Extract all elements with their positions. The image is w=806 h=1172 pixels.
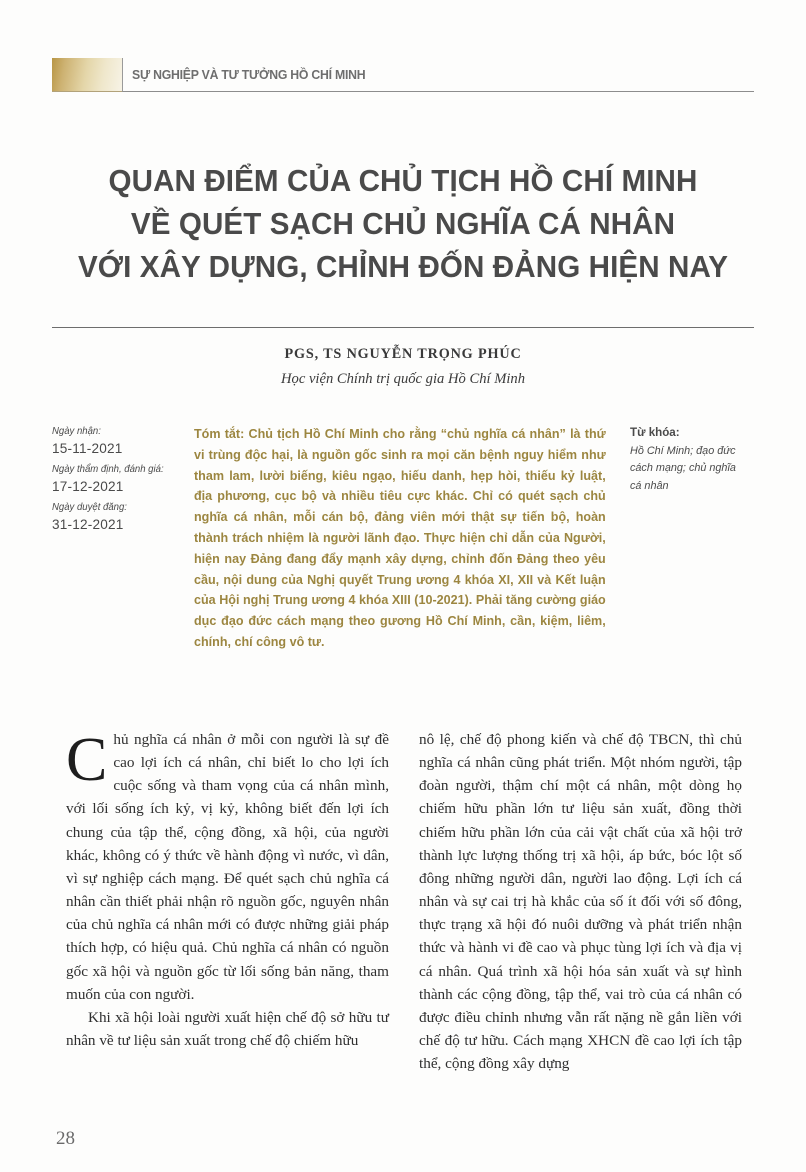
page-number: 28 [56,1128,75,1149]
keywords-block [630,424,754,495]
author-name: PGS, TS NGUYỄN TRỌNG PHÚC [284,346,522,362]
accepted-date-value: 31-12-2021 [52,517,124,532]
body-column-left [66,728,389,1075]
running-head-swatch [52,58,122,92]
received-date-label: Ngày nhận: [52,426,101,437]
running-head-bar [122,58,754,92]
body-paragraph-text: hủ nghĩa cá nhân ở mỗi con người là sự đề cao lợi ích cá nhân, chỉ biết lo cho lợi ích cuộc sống và tham vọng của cá nhân mình, với lối sống ích kỷ, vị kỷ, không biết đến lợi ích chung của tập thể, cộng đồng, xã hội, của người khác, không có ý thức về hành động vì nước, vì dân, vì sự nghiệp cách mạng. Để quét sạch chủ nghĩa cá nhân cần thiết phải nhận rõ nguồn gốc, nguyên nhân của chủ nghĩa cá nhân mới có được những giải pháp thích hợp, có hiệu quả. Chủ nghĩa cá nhân có nguồn gốc xã hội và nguồn gốc từ lối sống bản năng, tham muốn của con người. [66,731,389,1003]
received-date-value: 15-11-2021 [52,441,123,456]
article-title-line-1: QUAN ĐIỂM CỦA CHỦ TỊCH HỒ CHÍ MINH [108,164,698,198]
article-title-line-3: VỚI XÂY DỰNG, CHỈNH ĐỐN ĐẢNG HIỆN NAY [77,250,729,284]
author-affiliation: Học viện Chính trị quốc gia Hồ Chí Minh [280,371,526,387]
abstract-text: Tóm tắt: Chủ tịch Hồ Chí Minh cho rằng “chủ nghĩa cá nhân” là thứ vi trùng độc hại, là nguồn gốc sinh ra mọi căn bệnh nguy hiểm như tham lam, lười biếng, kiêu ngạo, hiếu danh, hẹp hòi, thiếu kỷ luật, địa phương, cục bộ và nhiều tiêu cực khác. Chỉ có quét sạch chủ nghĩa cá nhân, mỗi cán bộ, đảng viên mới thật sự tiến bộ, hoàn thành trách nhiệm là người lãnh đạo. Thực hiện chỉ dẫn của Người, hiện nay Đảng đang đẩy mạnh xây dựng, chỉnh đốn Đảng theo yêu cầu, nội dung của Nghị quyết Trung ương 4 khóa XI, XII và Kết luận của Hội nghị Trung ương 4 khóa XIII (10-2021). Phải tăng cường giáo dục đạo đức cách mạng theo gương Hồ Chí Minh, cần, kiệm, liêm, chính, chí công vô tư. [194,426,606,649]
article-title-line-2: VỀ QUÉT SẠCH CHỦ NGHĨA CÁ NHÂN [130,207,676,241]
body-paragraph: Khi xã hội loài người xuất hiện chế độ sở hữu tư nhân về tư liệu sản xuất trong chế độ chiếm hữu [66,1008,389,1050]
metadata-row [52,424,754,653]
running-head-text: SỰ NGHIỆP VÀ TƯ TƯỞNG HỒ CHÍ MINH [132,67,366,82]
body-paragraph: nô lệ, chế độ phong kiến và chế độ TBCN, thì chủ nghĩa cá nhân cũng phát triển. Một nhóm người, tập đoàn người, thậm chí một cá nhân, một dòng họ chiếm hữu phần lớn tư liệu sản xuất, đồng thời chiếm hữu phần lớn của cải vật chất của xã hội trở thành lực lượng thống trị xã hội, áp bức, bóc lột số đông những người dân, người lao động. Lợi ích cá nhân và sự cai trị hà khắc của số ít đối với số đông, thực trạng xã hội đó nuôi dưỡng và phát triển nhận thức và hành vi đề cao và phục tùng lợi ích và địa vị cá nhân. Quá trình xã hội hóa sản xuất và sự hình thành các cộng đồng, tập thể, vai trò của cá nhân có được điều chỉnh nhưng vẫn rất nặng nề gắn liền với chế độ tư hữu. Cách mạng XHCN đề cao lợi ích tập thể, cộng đồng xây dựng [419,731,742,1073]
article-title [52,160,754,289]
submission-dates [52,424,194,538]
body-column-right [419,728,742,1075]
abstract-block [194,424,630,653]
drop-cap: C [66,726,108,794]
reviewed-date-value: 17-12-2021 [52,479,124,494]
running-head [52,58,754,92]
reviewed-date-label: Ngày thẩm định, đánh giá: [52,464,164,475]
title-divider [52,327,754,328]
accepted-date-label: Ngày duyệt đăng: [52,502,127,513]
body-columns [66,728,742,1075]
body-paragraph [66,728,389,1006]
keywords-value: Hồ Chí Minh; đạo đức cách mạng; chủ nghĩa cá nhân [630,445,736,492]
author-block [52,346,754,388]
keywords-label: Từ khóa: [630,426,680,439]
